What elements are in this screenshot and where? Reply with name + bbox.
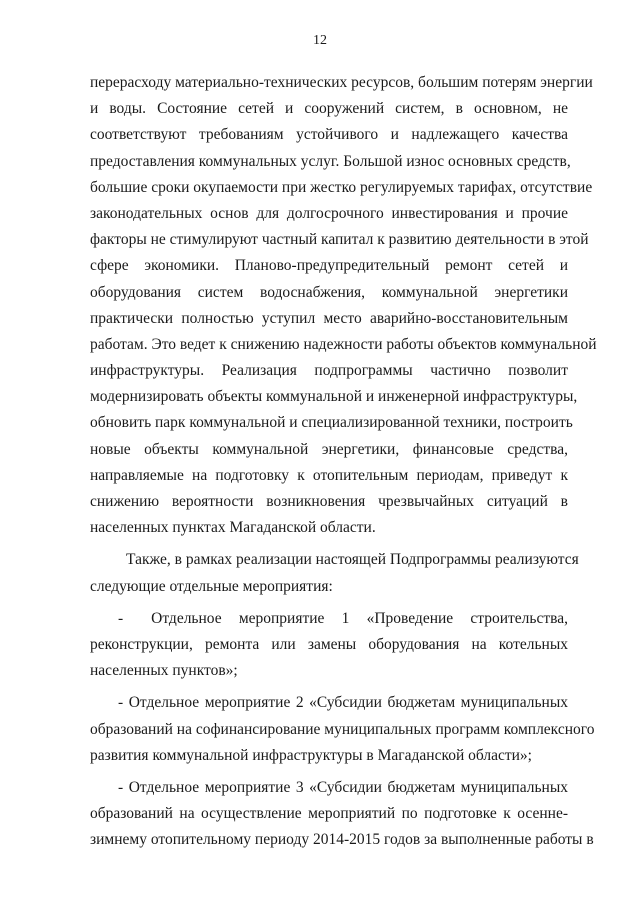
text-line: зимнему отопительному периоду 2014-2015 годов за выполненные работы в	[90, 831, 594, 849]
paragraph-measures-intro	[90, 547, 579, 599]
text-line: сфере экономики. Планово-предупредительный ремонт сетей и	[90, 257, 568, 275]
paragraph-infrastructure-state	[90, 70, 597, 541]
text-line: направляемые на подготовку к отопительным периодам, приведут к	[90, 466, 568, 484]
text-line: практически полностью уступил место аварийно-восстановительным	[90, 309, 568, 327]
text-line: факторы не стимулируют частный капитал к развитию деятельности в этой	[90, 231, 589, 249]
text-line: обновить парк коммунальной и специализированной техники, построить	[90, 414, 573, 432]
list-dash: -	[118, 609, 124, 627]
text-line: развития коммунальной инфраструктуры в Магаданской области»;	[90, 746, 532, 764]
text-line: реконструкции, ремонта или замены оборудования на котельных	[90, 635, 568, 653]
text-line: оборудования систем водоснабжения, коммунальной энергетики	[90, 283, 568, 301]
measure-item-3	[90, 775, 594, 854]
text-line: законодательных основ для долгосрочного инвестирования и прочие	[90, 204, 568, 222]
text-line	[90, 606, 568, 632]
measure-item-1	[90, 606, 568, 685]
text-line: следующие отдельные мероприятия:	[90, 577, 333, 595]
text-line: инфраструктуры. Реализация подпрограммы частично позволит	[90, 362, 568, 380]
text-line: и воды. Состояние сетей и сооружений систем, в основном, не	[90, 100, 568, 118]
list-item-text: Отдельное мероприятие 1 «Проведение строительства,	[151, 609, 568, 627]
text-line: предоставления коммунальных услуг. Большой износ основных средств,	[90, 152, 571, 170]
text-line: соответствуют требованиям устойчивого и надлежащего качества	[90, 126, 568, 144]
measure-item-2	[90, 690, 595, 769]
text-line: большие сроки окупаемости при жестко регулируемых тарифах, отсутствие	[90, 178, 593, 196]
text-line: - Отдельное мероприятие 2 «Субсидии бюджетам муниципальных	[118, 694, 568, 712]
text-line: - Отдельное мероприятие 3 «Субсидии бюджетам муниципальных	[118, 778, 568, 796]
text-line: населенных пунктах Магаданской области.	[90, 519, 376, 537]
text-line: работам. Это ведет к снижению надежности работы объектов коммунальной	[90, 335, 597, 353]
text-line: образований на осуществление мероприятий по подготовке к осенне-	[90, 805, 568, 823]
document-body	[90, 70, 597, 853]
text-line: Также, в рамках реализации настоящей Подпрограммы реализуются	[126, 551, 579, 569]
text-line: образований на софинансирование муниципальных программ комплексного	[90, 720, 595, 738]
page-number: 12	[313, 33, 327, 48]
text-line: модернизировать объекты коммунальной и инженерной инфраструктуры,	[90, 388, 578, 406]
text-line: перерасходу материально-технических ресурсов, большим потерям энергии	[90, 74, 593, 91]
text-line: населенных пунктов»;	[90, 662, 238, 680]
text-line: снижению вероятности возникновения чрезвычайных ситуаций в	[90, 493, 568, 510]
text-line: новые объекты коммунальной энергетики, финансовые средства,	[90, 440, 568, 458]
